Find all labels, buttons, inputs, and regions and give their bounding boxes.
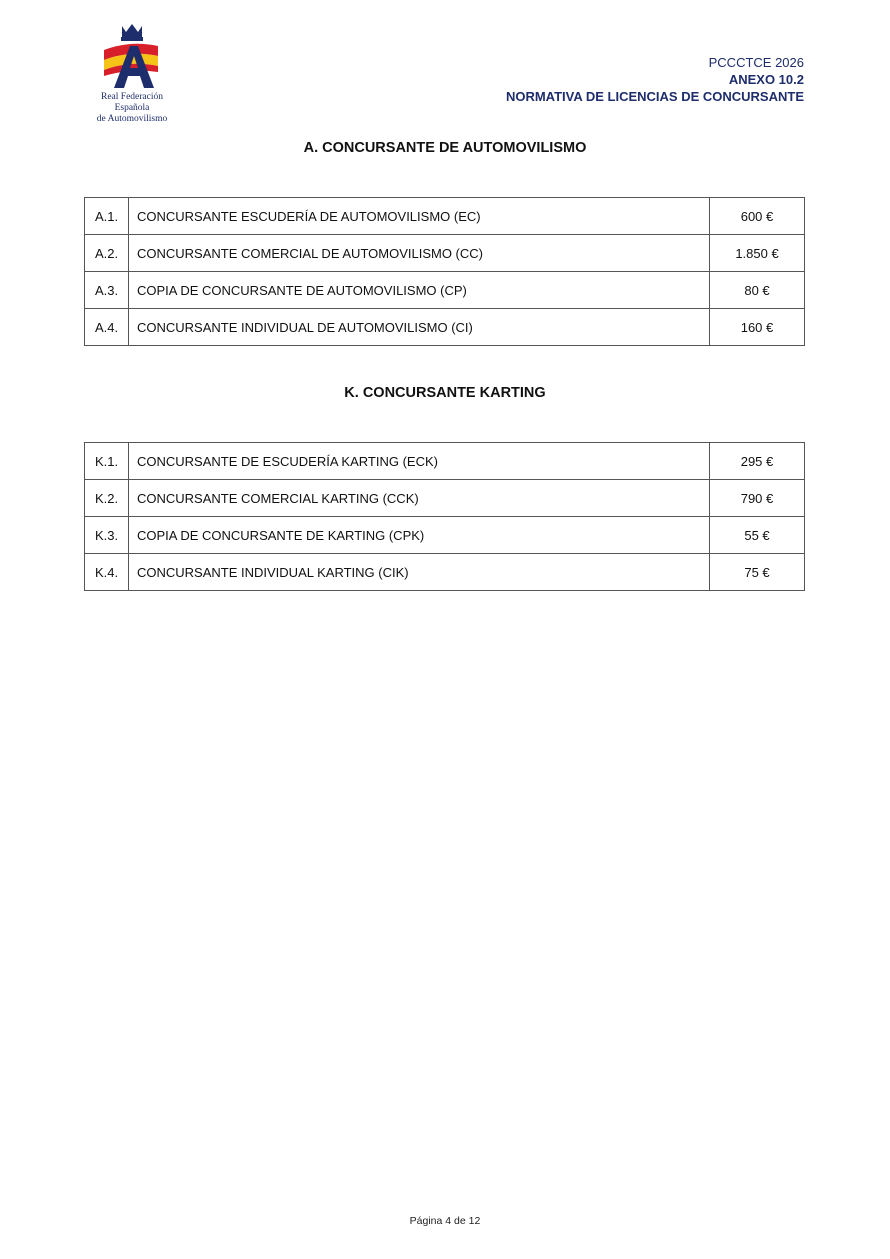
header-code: PCCCTCE 2026 [708, 55, 804, 70]
row-code: K.2. [85, 480, 129, 517]
row-code: A.4. [85, 309, 129, 346]
table-row [85, 198, 805, 235]
row-code: A.3. [85, 272, 129, 309]
logo-line-1: Real Federación Española [101, 92, 163, 113]
row-price: 80 € [710, 272, 805, 309]
row-description: CONCURSANTE INDIVIDUAL DE AUTOMOVILISMO (CI) [129, 309, 710, 346]
table-karting [84, 442, 805, 591]
row-price: 75 € [710, 554, 805, 591]
rfea-logo [84, 22, 180, 124]
rfea-emblem-icon [100, 22, 164, 90]
row-code: K.3. [85, 517, 129, 554]
row-price: 160 € [710, 309, 805, 346]
logo-caption [84, 92, 180, 125]
row-description: CONCURSANTE COMERCIAL KARTING (CCK) [129, 480, 710, 517]
row-code: A.1. [85, 198, 129, 235]
table-row [85, 272, 805, 309]
row-price: 600 € [710, 198, 805, 235]
document-header [506, 54, 804, 105]
table-automovilismo [84, 197, 805, 346]
section-title-automovilismo: A. CONCURSANTE DE AUTOMOVILISMO [303, 140, 587, 156]
row-description: CONCURSANTE COMERCIAL DE AUTOMOVILISMO (CC) [129, 235, 710, 272]
row-description: CONCURSANTE DE ESCUDERÍA KARTING (ECK) [129, 443, 710, 480]
table-row [85, 309, 805, 346]
logo-line-2: de Automovilismo [96, 114, 168, 124]
row-description: CONCURSANTE ESCUDERÍA DE AUTOMOVILISMO (EC) [129, 198, 710, 235]
row-description: CONCURSANTE INDIVIDUAL KARTING (CIK) [129, 554, 710, 591]
row-code: A.2. [85, 235, 129, 272]
header-title: NORMATIVA DE LICENCIAS DE CONCURSANTE [505, 89, 804, 104]
table-row [85, 235, 805, 272]
row-price: 1.850 € [710, 235, 805, 272]
table-row [85, 554, 805, 591]
row-price: 55 € [710, 517, 805, 554]
row-price: 790 € [710, 480, 805, 517]
table-row [85, 480, 805, 517]
row-description: COPIA DE CONCURSANTE DE KARTING (CPK) [129, 517, 710, 554]
table-row [85, 443, 805, 480]
row-code: K.1. [85, 443, 129, 480]
section-title-karting: K. CONCURSANTE KARTING [344, 385, 546, 401]
header-annex: ANEXO 10.2 [728, 72, 804, 87]
page-number: Página 4 de 12 [409, 1215, 481, 1227]
row-price: 295 € [710, 443, 805, 480]
row-code: K.4. [85, 554, 129, 591]
table-row [85, 517, 805, 554]
row-description: COPIA DE CONCURSANTE DE AUTOMOVILISMO (CP) [129, 272, 710, 309]
